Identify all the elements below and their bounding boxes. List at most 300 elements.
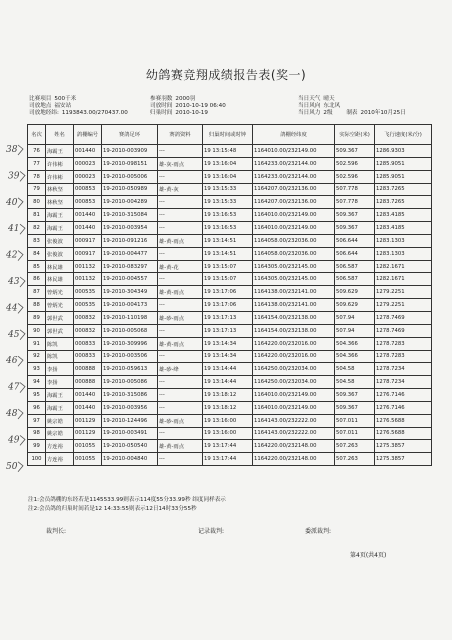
table-cell: 1164220.00/232016.00 bbox=[253, 350, 335, 363]
bracket-mark bbox=[20, 330, 25, 340]
table-cell: 1164220.00/232148.00 bbox=[253, 440, 335, 453]
table-cell: 19-2010-004557 bbox=[102, 273, 158, 286]
table-cell: 1286.9303 bbox=[375, 145, 432, 158]
table-cell: --- bbox=[158, 401, 203, 414]
coord-value: 1193843.00/270437.00 bbox=[61, 110, 128, 116]
bracket-mark bbox=[18, 462, 23, 472]
table-cell: 1283.7265 bbox=[375, 196, 432, 209]
table-row bbox=[28, 260, 432, 273]
location-label: 司放地点 bbox=[29, 103, 52, 109]
handwritten-number: 46 bbox=[6, 356, 18, 367]
table-cell: 1275.3857 bbox=[375, 440, 432, 453]
table-cell: 1285.9051 bbox=[375, 157, 432, 170]
table-cell: 001055 bbox=[74, 440, 102, 453]
table-cell: 000888 bbox=[74, 376, 102, 389]
table-cell: 001132 bbox=[74, 260, 102, 273]
table-cell: --- bbox=[158, 324, 203, 337]
count-label: 参赛羽数 bbox=[150, 96, 173, 102]
handwritten-number: 44 bbox=[6, 303, 18, 314]
table-cell: 19-2010-110198 bbox=[102, 311, 158, 324]
table-cell: 19-2010-003909 bbox=[102, 145, 158, 158]
table-row bbox=[28, 363, 432, 376]
table-cell: 000917 bbox=[74, 234, 102, 247]
table-cell: 19 13:15:07 bbox=[203, 273, 253, 286]
table-cell: 林秋坚 bbox=[46, 183, 74, 196]
table-cell: --- bbox=[158, 350, 203, 363]
table-cell: --- bbox=[158, 389, 203, 402]
table-cell: 000832 bbox=[74, 311, 102, 324]
column-header: 赛鸽资料 bbox=[158, 125, 203, 145]
column-header: 鸽棚编号 bbox=[74, 125, 102, 145]
table-cell: 19-2010-059613 bbox=[102, 363, 158, 376]
weather-label: 当日天气 bbox=[298, 96, 321, 102]
table-cell: 87 bbox=[28, 286, 46, 299]
table-cell: 92 bbox=[28, 350, 46, 363]
table-cell: 000023 bbox=[74, 170, 102, 183]
table-cell: 雄-砂-雨点 bbox=[158, 311, 203, 324]
table-cell: 19-2010-050989 bbox=[102, 183, 158, 196]
made-value: 2010年10月25日 bbox=[360, 110, 406, 116]
table-cell: 雄-砂-雨点 bbox=[158, 414, 203, 427]
handwritten-number: 50 bbox=[6, 461, 18, 472]
table-cell: 95 bbox=[28, 389, 46, 402]
table-cell: 1276.5688 bbox=[375, 414, 432, 427]
table-cell: 000853 bbox=[74, 183, 102, 196]
table-cell: 19 13:15:33 bbox=[203, 183, 253, 196]
table-cell: 94 bbox=[28, 376, 46, 389]
committee-signature: 委派裁判: bbox=[305, 528, 332, 535]
table-cell: --- bbox=[158, 222, 203, 235]
table-cell: 001440 bbox=[74, 209, 102, 222]
table-cell: 000917 bbox=[74, 247, 102, 260]
table-cell: 19-2010-005068 bbox=[102, 324, 158, 337]
table-cell: 1164233.00/232144.00 bbox=[253, 170, 335, 183]
table-cell: 000023 bbox=[74, 157, 102, 170]
table-cell: 1164220.00/232016.00 bbox=[253, 337, 335, 350]
column-header: 名次 bbox=[28, 125, 46, 145]
table-row bbox=[28, 414, 432, 427]
table-cell: 陈凯 bbox=[46, 350, 74, 363]
table-cell: 1164010.00/232149.00 bbox=[253, 389, 335, 402]
table-cell: 1276.7146 bbox=[375, 389, 432, 402]
table-cell: 林秋坚 bbox=[46, 196, 74, 209]
note-1: 注1:会员鸽棚的东经若是1145533.99则表示114度55分33.99秒 纬度同样表示 bbox=[28, 497, 226, 503]
bracket-mark bbox=[18, 303, 23, 313]
bracket-mark bbox=[18, 409, 23, 419]
table-body bbox=[28, 145, 432, 466]
table-cell: 郭世武 bbox=[46, 311, 74, 324]
table-cell: 1164010.00/232149.00 bbox=[253, 209, 335, 222]
table-cell: 19 13:17:13 bbox=[203, 324, 253, 337]
table-cell: 000853 bbox=[74, 196, 102, 209]
table-cell: 19-2010-004477 bbox=[102, 247, 158, 260]
bracket-mark bbox=[18, 356, 23, 366]
table-row bbox=[28, 401, 432, 414]
table-cell: 79 bbox=[28, 183, 46, 196]
table-cell: 1285.9051 bbox=[375, 170, 432, 183]
table-cell: 1164220.00/232148.00 bbox=[253, 453, 335, 466]
table-cell: 曾炳光 bbox=[46, 299, 74, 312]
table-row bbox=[28, 145, 432, 158]
table-cell: 1164143.00/232222.00 bbox=[253, 427, 335, 440]
handwritten-number: 43 bbox=[8, 277, 20, 287]
table-cell: 1164058.00/232036.00 bbox=[253, 234, 335, 247]
table-cell: --- bbox=[158, 427, 203, 440]
table-row bbox=[28, 247, 432, 260]
wind-force-value: 2级 bbox=[323, 110, 333, 116]
table-cell: 雄-黄-花 bbox=[158, 260, 203, 273]
table-cell: 001132 bbox=[74, 273, 102, 286]
results-table bbox=[27, 124, 432, 466]
table-cell: 1164058.00/232036.00 bbox=[253, 247, 335, 260]
table-cell: 507.94 bbox=[335, 311, 375, 324]
table-row bbox=[28, 222, 432, 235]
table-row bbox=[28, 376, 432, 389]
table-cell: 80 bbox=[28, 196, 46, 209]
table-cell: 1276.7146 bbox=[375, 401, 432, 414]
table-cell: 19 13:16:53 bbox=[203, 209, 253, 222]
table-cell: 506.587 bbox=[335, 273, 375, 286]
table-row bbox=[28, 389, 432, 402]
table-cell: 林民雄 bbox=[46, 273, 74, 286]
release-label: 司放时间 bbox=[150, 103, 173, 109]
table-row bbox=[28, 453, 432, 466]
table-cell: 86 bbox=[28, 273, 46, 286]
table-cell: 方连裕 bbox=[46, 440, 74, 453]
table-cell: 海霸王 bbox=[46, 145, 74, 158]
table-cell: 1164207.00/232136.00 bbox=[253, 183, 335, 196]
table-cell: 19-2010-003506 bbox=[102, 350, 158, 363]
table-cell: 郭世武 bbox=[46, 324, 74, 337]
table-cell: 83 bbox=[28, 234, 46, 247]
table-cell: 19-2010-003491 bbox=[102, 427, 158, 440]
table-cell: 97 bbox=[28, 414, 46, 427]
location-value: 福安站 bbox=[54, 103, 72, 109]
table-cell: 000888 bbox=[74, 363, 102, 376]
table-cell: 19 13:14:51 bbox=[203, 234, 253, 247]
handwritten-number: 42 bbox=[6, 250, 18, 261]
table-cell: 陈凯 bbox=[46, 337, 74, 350]
table-cell: 1164233.00/232144.00 bbox=[253, 157, 335, 170]
table-cell: 81 bbox=[28, 209, 46, 222]
table-cell: 78 bbox=[28, 170, 46, 183]
table-cell: 1164143.00/232222.00 bbox=[253, 414, 335, 427]
table-cell: 姚宗皓 bbox=[46, 427, 74, 440]
table-cell: 19-2010-124496 bbox=[102, 414, 158, 427]
table-cell: --- bbox=[158, 196, 203, 209]
table-cell: 张俊波 bbox=[46, 234, 74, 247]
table-cell: 85 bbox=[28, 260, 46, 273]
table-cell: 雄-黄-雨点 bbox=[158, 337, 203, 350]
table-cell: 504.58 bbox=[335, 363, 375, 376]
table-cell: 19 13:14:44 bbox=[203, 363, 253, 376]
table-cell: 19 13:17:06 bbox=[203, 286, 253, 299]
table-cell: 1283.1303 bbox=[375, 234, 432, 247]
table-cell: 19 13:16:00 bbox=[203, 427, 253, 440]
table-cell: 雄-黄-雨点 bbox=[158, 440, 203, 453]
table-cell: 19 13:17:44 bbox=[203, 453, 253, 466]
table-cell: 1278.7283 bbox=[375, 337, 432, 350]
table-cell: 1164138.00/232141.00 bbox=[253, 299, 335, 312]
table-cell: 李扬 bbox=[46, 376, 74, 389]
table-row bbox=[28, 157, 432, 170]
table-cell: 1164138.00/232141.00 bbox=[253, 286, 335, 299]
table-row bbox=[28, 427, 432, 440]
table-cell: 502.596 bbox=[335, 157, 375, 170]
table-cell: 1275.3857 bbox=[375, 453, 432, 466]
table-cell: 19 13:14:34 bbox=[203, 337, 253, 350]
coord-label: 司放地经纬: bbox=[29, 110, 59, 116]
table-cell: 98 bbox=[28, 427, 46, 440]
table-cell: 509.367 bbox=[335, 209, 375, 222]
handwritten-number: 45 bbox=[8, 329, 20, 340]
handwritten-number: 49 bbox=[8, 435, 20, 446]
column-header: 飞行速度(米/分) bbox=[375, 125, 432, 145]
table-row bbox=[28, 196, 432, 209]
table-cell: 507.011 bbox=[335, 427, 375, 440]
table-cell: 1164010.00/232149.00 bbox=[253, 145, 335, 158]
table-cell: 19-2010-309996 bbox=[102, 337, 158, 350]
table-cell: 1283.1303 bbox=[375, 247, 432, 260]
page-title: 幼鸽赛竞翔成绩报告表(奖一) bbox=[145, 68, 307, 82]
table-cell: 雄-砂-绛 bbox=[158, 363, 203, 376]
table-cell: 19-2010-003956 bbox=[102, 401, 158, 414]
bracket-mark bbox=[20, 435, 25, 445]
table-cell: 雄-灰-雨点 bbox=[158, 157, 203, 170]
table-row bbox=[28, 170, 432, 183]
table-cell: 506.587 bbox=[335, 260, 375, 273]
table-row bbox=[28, 209, 432, 222]
table-cell: 1278.7283 bbox=[375, 350, 432, 363]
table-cell: 502.596 bbox=[335, 170, 375, 183]
table-cell: 李扬 bbox=[46, 363, 74, 376]
table-cell: 1164305.00/232145.00 bbox=[253, 273, 335, 286]
table-cell: 507.011 bbox=[335, 414, 375, 427]
table-cell: 19-2010-315084 bbox=[102, 209, 158, 222]
handwritten-number: 40 bbox=[6, 197, 18, 208]
column-header: 姓名 bbox=[46, 125, 74, 145]
table-cell: 19 13:16:00 bbox=[203, 414, 253, 427]
table-cell: 许伟彬 bbox=[46, 170, 74, 183]
table-cell: 19 13:14:51 bbox=[203, 247, 253, 260]
notes bbox=[28, 496, 226, 514]
weather-value: 晴天 bbox=[323, 96, 335, 102]
table-row bbox=[28, 350, 432, 363]
table-cell: 96 bbox=[28, 401, 46, 414]
bracket-mark bbox=[20, 383, 25, 393]
table-cell: 19 13:14:34 bbox=[203, 350, 253, 363]
table-cell: 88 bbox=[28, 299, 46, 312]
table-cell: 1278.7469 bbox=[375, 311, 432, 324]
info-location bbox=[29, 103, 71, 110]
table-cell: 1164250.00/232034.00 bbox=[253, 363, 335, 376]
table-cell: 1164154.00/232138.00 bbox=[253, 311, 335, 324]
table-cell: 509.629 bbox=[335, 299, 375, 312]
table-cell: 许伟彬 bbox=[46, 157, 74, 170]
release-value: 2010-10-19 06:40 bbox=[175, 103, 226, 109]
table-cell: 1164010.00/232149.00 bbox=[253, 401, 335, 414]
table-cell: 19-2010-050540 bbox=[102, 440, 158, 453]
table-row bbox=[28, 311, 432, 324]
handwritten-number: 41 bbox=[8, 224, 20, 235]
table-cell: 82 bbox=[28, 222, 46, 235]
table-cell: 99 bbox=[28, 440, 46, 453]
table-cell: 海霸王 bbox=[46, 222, 74, 235]
table-cell: 77 bbox=[28, 157, 46, 170]
table-cell: 001440 bbox=[74, 389, 102, 402]
table-cell: 19 13:15:48 bbox=[203, 145, 253, 158]
table-cell: 姚宗皓 bbox=[46, 414, 74, 427]
table-cell: 1283.7265 bbox=[375, 183, 432, 196]
info-race-item bbox=[29, 96, 76, 103]
table-cell: 509.629 bbox=[335, 286, 375, 299]
column-header: 鸽棚经纬度 bbox=[253, 125, 335, 145]
info-weather bbox=[298, 96, 335, 103]
table-cell: 509.367 bbox=[335, 389, 375, 402]
table-cell: 000832 bbox=[74, 324, 102, 337]
table-cell: 76 bbox=[28, 145, 46, 158]
table-cell: 91 bbox=[28, 337, 46, 350]
table-cell: 001129 bbox=[74, 427, 102, 440]
referee-signature: 裁判长: bbox=[46, 528, 67, 535]
table-cell: 1164305.00/232145.00 bbox=[253, 260, 335, 273]
table-cell: 1282.1671 bbox=[375, 273, 432, 286]
table-cell: 504.58 bbox=[335, 376, 375, 389]
table-cell: 001440 bbox=[74, 401, 102, 414]
return-value: 2010-10-19 bbox=[175, 110, 208, 116]
table-cell: 001440 bbox=[74, 222, 102, 235]
bracket-mark bbox=[20, 171, 25, 181]
table-cell: 19 13:17:44 bbox=[203, 440, 253, 453]
table-cell: 89 bbox=[28, 311, 46, 324]
handwritten-number: 48 bbox=[6, 409, 18, 419]
recorder-signature: 记录裁判: bbox=[198, 528, 225, 535]
info-wind-force bbox=[298, 110, 406, 117]
table-cell: 19 13:15:33 bbox=[203, 196, 253, 209]
table-cell: 林民雄 bbox=[46, 260, 74, 273]
handwritten-number: 38 bbox=[6, 145, 18, 155]
table-cell: --- bbox=[158, 209, 203, 222]
table-cell: 90 bbox=[28, 324, 46, 337]
table-cell: 507.778 bbox=[335, 196, 375, 209]
table-cell: --- bbox=[158, 299, 203, 312]
table-cell: 1282.1671 bbox=[375, 260, 432, 273]
table-cell: 504.366 bbox=[335, 337, 375, 350]
info-return bbox=[150, 110, 208, 117]
table-cell: 001129 bbox=[74, 414, 102, 427]
table-row bbox=[28, 299, 432, 312]
table-cell: 曾炳光 bbox=[46, 286, 74, 299]
table-cell: 1279.2251 bbox=[375, 299, 432, 312]
table-cell: 19 13:17:13 bbox=[203, 311, 253, 324]
table-row bbox=[28, 234, 432, 247]
table-cell: 19 13:16:53 bbox=[203, 222, 253, 235]
table-cell: 507.94 bbox=[335, 324, 375, 337]
made-label: 制表 bbox=[346, 110, 358, 116]
table-cell: 19-2010-004840 bbox=[102, 453, 158, 466]
column-header: 赛鸽足环 bbox=[102, 125, 158, 145]
table-cell: 19 13:14:44 bbox=[203, 376, 253, 389]
table-cell: 507.778 bbox=[335, 183, 375, 196]
handwritten-number: 47 bbox=[8, 382, 20, 393]
bracket-mark bbox=[18, 145, 23, 155]
handwritten-number: 39 bbox=[8, 171, 20, 182]
info-coord bbox=[29, 110, 128, 117]
table-cell: 001055 bbox=[74, 453, 102, 466]
info-count bbox=[150, 96, 195, 103]
table-cell: --- bbox=[158, 453, 203, 466]
page-number: 第4页(共4页) bbox=[350, 552, 387, 559]
table-cell: 19-2010-098151 bbox=[102, 157, 158, 170]
info-release bbox=[150, 103, 226, 110]
table-cell: 1164250.00/232034.00 bbox=[253, 376, 335, 389]
table-cell: 海霸王 bbox=[46, 401, 74, 414]
table-cell: 507.263 bbox=[335, 453, 375, 466]
bracket-mark bbox=[18, 251, 23, 261]
table-cell: 1164010.00/232149.00 bbox=[253, 222, 335, 235]
table-cell: 504.366 bbox=[335, 350, 375, 363]
table-cell: 001440 bbox=[74, 145, 102, 158]
table-cell: 1279.2251 bbox=[375, 286, 432, 299]
table-cell: 1278.7469 bbox=[375, 324, 432, 337]
race-item-label: 比赛项目 bbox=[29, 96, 52, 102]
table-cell: 506.644 bbox=[335, 247, 375, 260]
column-header: 归巢时间或时钟 bbox=[203, 125, 253, 145]
table-cell: 84 bbox=[28, 247, 46, 260]
table-cell: 19 13:15:07 bbox=[203, 260, 253, 273]
count-value: 2000羽 bbox=[175, 96, 196, 102]
table-cell: 1164207.00/232136.00 bbox=[253, 196, 335, 209]
table-cell: 19-2010-005006 bbox=[102, 170, 158, 183]
table-row bbox=[28, 337, 432, 350]
table-cell: --- bbox=[158, 376, 203, 389]
table-cell: 509.367 bbox=[335, 401, 375, 414]
table-cell: 000833 bbox=[74, 337, 102, 350]
table-cell: 1283.4185 bbox=[375, 209, 432, 222]
table-row bbox=[28, 273, 432, 286]
table-cell: 19-2010-091216 bbox=[102, 234, 158, 247]
table-cell: --- bbox=[158, 247, 203, 260]
table-cell: 19 13:18:12 bbox=[203, 401, 253, 414]
table-row bbox=[28, 440, 432, 453]
info-wind-dir bbox=[298, 103, 340, 110]
bracket-mark bbox=[20, 224, 25, 234]
column-header: 实际空距(米) bbox=[335, 125, 375, 145]
table-cell: --- bbox=[158, 145, 203, 158]
table-cell: 100 bbox=[28, 453, 46, 466]
table-cell: 雄-黄-雨点 bbox=[158, 234, 203, 247]
table-cell: 1276.5688 bbox=[375, 427, 432, 440]
wind-force-label: 当日风力 bbox=[298, 110, 321, 116]
table-cell: 509.367 bbox=[335, 222, 375, 235]
table-cell: 19 13:16:04 bbox=[203, 157, 253, 170]
return-label: 归巢时间 bbox=[150, 110, 173, 116]
table-cell: 雄-黄-灰 bbox=[158, 183, 203, 196]
table-cell: 1164154.00/232138.00 bbox=[253, 324, 335, 337]
table-cell: 19-2010-083297 bbox=[102, 260, 158, 273]
table-cell: 509.367 bbox=[335, 145, 375, 158]
wind-dir-value: 东北风 bbox=[323, 103, 341, 109]
table-cell: 19-2010-304349 bbox=[102, 286, 158, 299]
table-cell: 507.263 bbox=[335, 440, 375, 453]
table-cell: --- bbox=[158, 273, 203, 286]
table-header-row bbox=[28, 125, 432, 145]
table-cell: 000535 bbox=[74, 286, 102, 299]
table-cell: 1278.7234 bbox=[375, 376, 432, 389]
table-cell: 19 13:18:12 bbox=[203, 389, 253, 402]
note-2: 注2:会员鸽的归巢时间若是12 14:33:55则表示12日14时33分55秒 bbox=[28, 506, 197, 512]
bracket-mark bbox=[18, 198, 23, 208]
